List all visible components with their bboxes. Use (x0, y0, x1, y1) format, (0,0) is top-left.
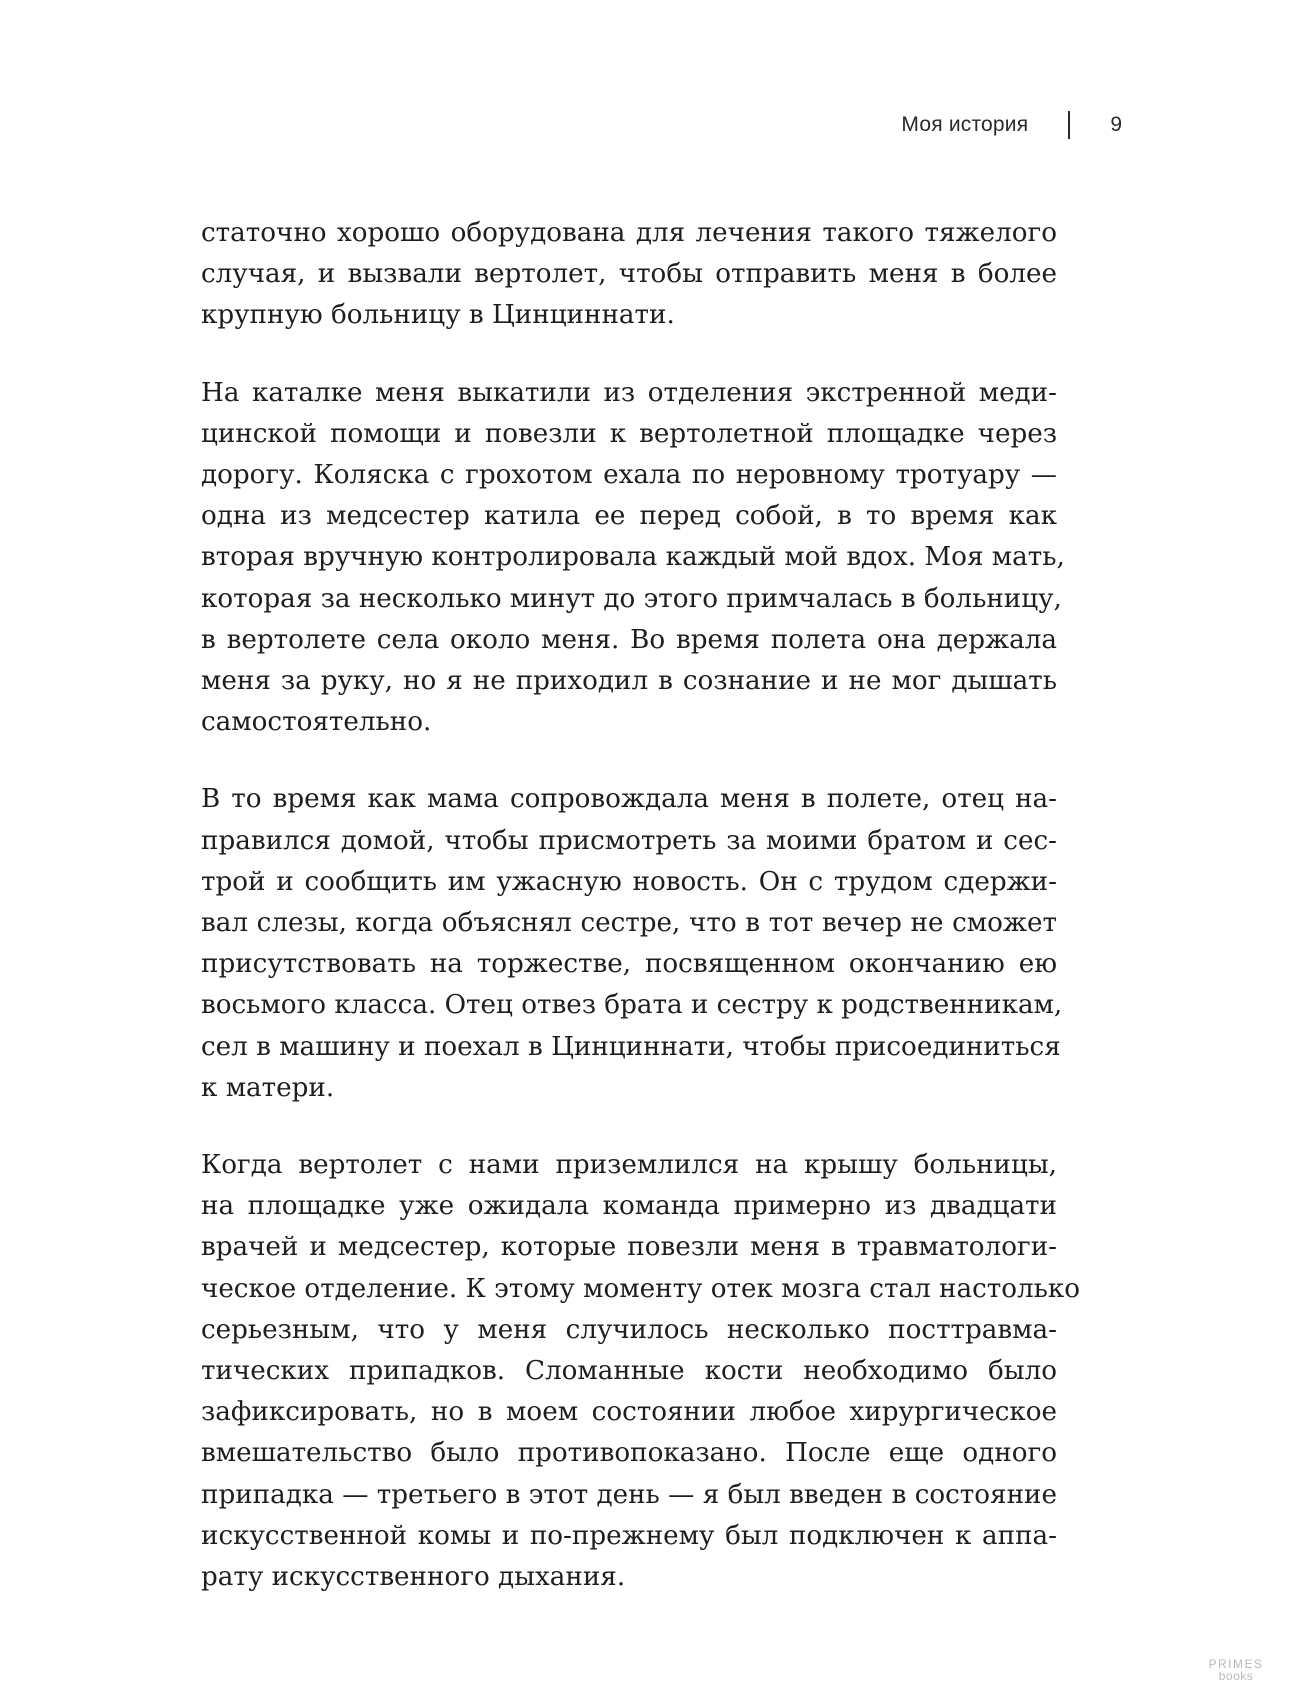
text-line: на площадке уже ожидала команда примерно из двадцати (201, 1191, 1057, 1222)
paragraph-3 (201, 779, 1063, 1109)
text-line: сел в машину и поехал в Цинциннати, чтобы присоединиться (201, 1031, 1061, 1062)
text-line: присутствовать на торжестве, посвященном окончанию ею (201, 949, 1057, 980)
text-line: врачей и медсестер, которые повезли меня в травматологи- (201, 1232, 1057, 1263)
text-line: дорогу. Коляска с грохотом ехала по неровному тротуару — (201, 460, 1057, 491)
text-line: В то время как мама сопровождала меня в полете, отец на- (201, 784, 1057, 815)
text-line: трой и сообщить им ужасную новость. Он с трудом сдержи- (201, 866, 1057, 897)
body-text (201, 213, 1081, 1598)
text-line: к матери. (201, 1072, 335, 1103)
text-line: крупную больницу в Цинциннати. (201, 300, 675, 331)
running-header (901, 108, 1122, 142)
watermark-line-1: PRIMES (1208, 1657, 1264, 1671)
text-line: вторая вручную контролировала каждый мой вдох. Моя мать, (201, 542, 1065, 573)
text-line: восьмого класса. Отец отвез брата и сестру к родственникам, (201, 990, 1063, 1021)
text-line: На каталке меня выкатили из отделения экстренной меди- (201, 377, 1057, 408)
text-line: вмешательство было противопоказано. После еще одного (201, 1438, 1057, 1469)
text-line: случая, и вызвали вертолет, чтобы отправить меня в более (201, 259, 1057, 290)
text-line: самостоятельно. (201, 707, 432, 738)
text-line: Когда вертолет с нами приземлился на крышу больницы, (201, 1150, 1057, 1181)
text-line: цинской помощи и повезли к вертолетной площадке через (201, 418, 1057, 449)
text-line: меня за руку, но я не приходил в сознание и не мог дышать (201, 666, 1057, 697)
text-line: зафиксировать, но в моем состоянии любое хирургическое (201, 1397, 1057, 1428)
chapter-title: Моя история (901, 113, 1029, 136)
text-line: искусственной комы и по-прежнему был подключен к аппа- (201, 1520, 1057, 1551)
text-line: вал слезы, когда объяснял сестре, что в тот вечер не сможет (201, 908, 1057, 939)
paragraph-2 (201, 373, 1065, 744)
text-line: серьезным, что у меня случилось несколько посттравма- (201, 1314, 1057, 1345)
text-line: рату искусственного дыхания. (201, 1562, 626, 1593)
paragraph-4 (201, 1145, 1081, 1598)
publisher-watermark (1206, 1658, 1266, 1682)
text-line: одна из медсестер катила ее перед собой, в то время как (201, 501, 1057, 532)
text-line: статочно хорошо оборудована для лечения такого тяжелого (201, 218, 1057, 248)
text-line: в вертолете села около меня. Во время полета она держала (201, 624, 1057, 655)
page-number: 9 (1110, 113, 1122, 136)
text-line: припадка — третьего в этот день — я был введен в состояние (201, 1479, 1057, 1510)
text-line: тических припадков. Сломанные кости необходимо было (201, 1356, 1057, 1387)
header-divider (1068, 111, 1070, 139)
watermark-line-2: books (1218, 1669, 1254, 1683)
text-line: правился домой, чтобы присмотреть за моими братом и сес- (201, 825, 1057, 856)
text-line: которая за несколько минут до этого примчалась в больницу, (201, 583, 1062, 614)
text-line: ческое отделение. К этому моменту отек мозга стал настолько (201, 1273, 1081, 1304)
paragraph-1 (201, 213, 1057, 337)
